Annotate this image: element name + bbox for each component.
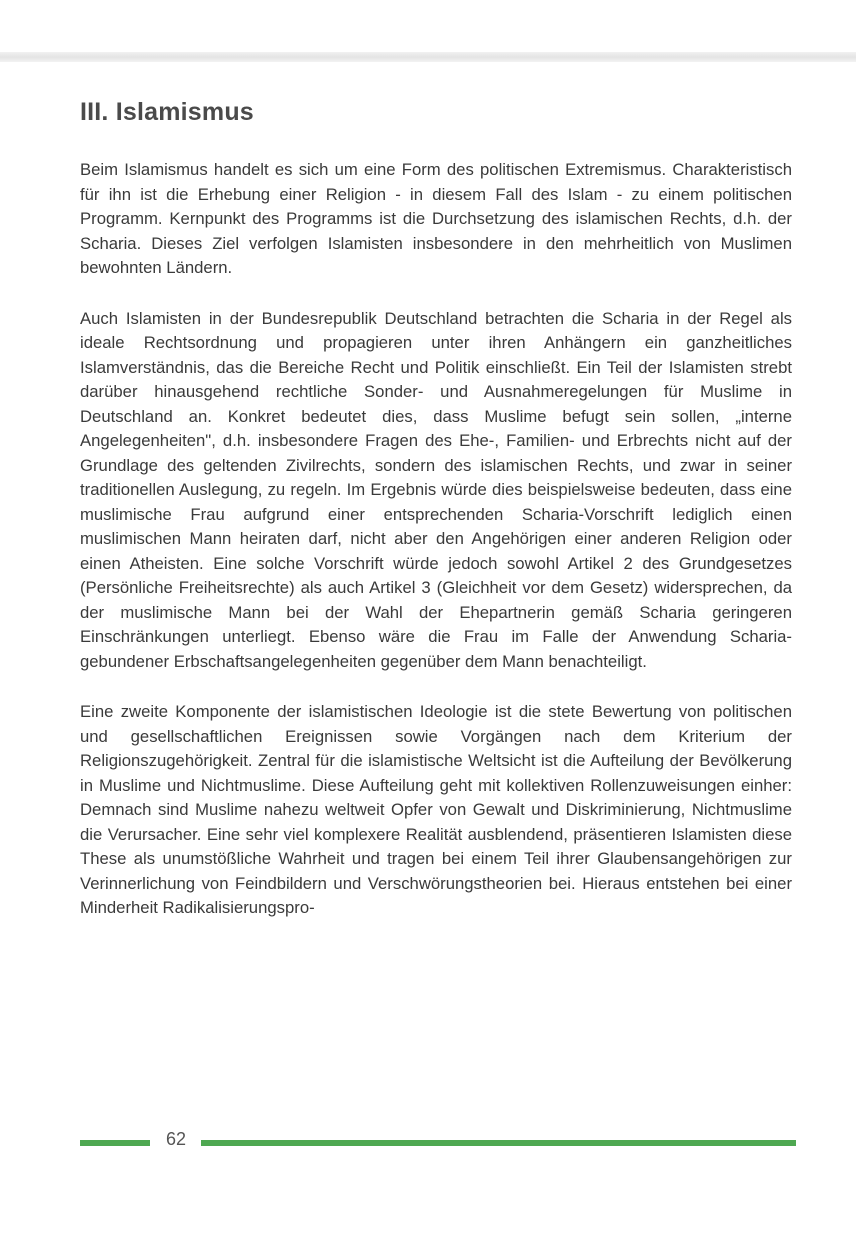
footer-accent-bar-right [201, 1140, 796, 1146]
footer-accent-bar-left [80, 1140, 150, 1146]
paragraph-ideology: Eine zweite Komponente der islamistischen Ideologie ist die stete Bewertung von politischen und gesellschaftlichen Ereignissen sowie Vorgängen nach dem Kriterium der Religionszugehörigkeit. Zentral für die islamistische Weltsicht ist die Aufteilung der Bevölkerung in Muslime und Nichtmuslime. Diese Aufteilung geht mit kollektiven Rollenzuweisungen einher: Demnach sind Muslime nahezu weltweit Opfer von Gewalt und Diskriminierung, Nichtmuslime die Verursacher. Eine sehr viel komplexere Realität ausblendend, präsentieren Islamisten diese These als unumstößliche Wahrheit und tragen bei einem Teil ihrer Glaubensangehörigen zur Verinnerlichung von Feindbildern und Verschwörungstheorien bei. Hieraus entstehen bei einer Minderheit Radikalisierungspro- [80, 702, 792, 917]
section-title: III. Islamismus [80, 98, 254, 126]
body-text [80, 158, 792, 947]
page-number: 62 [166, 1129, 187, 1149]
paragraph-scharia: Auch Islamisten in der Bundesrepublik Deutschland betrachten die Scharia in der Regel als ideale Rechtsordnung und propagieren unter ihren Anhängern ein ganzheitliches Islamverständnis, das die Bereiche Recht und Politik einschließt. Ein Teil der Islamisten strebt darüber hinausgehend rechtliche Sonder- und Ausnahmeregelungen für Muslime in Deutschland an. Konkret bedeutet dies, dass Muslime befugt sein sollen, „interne Angelegenheiten", d.h. insbesondere Fragen des Ehe-, Familien- und Erbrechts nicht auf der Grundlage des geltenden Zivilrechts, sondern des islamischen Rechts, und zwar in seiner traditionellen Auslegung, zu regeln. Im Ergebnis würde dies beispielsweise bedeuten, dass eine muslimische Frau aufgrund einer entsprechenden Scharia-Vorschrift lediglich einen muslimischen Mann heiraten darf, nicht aber den Angehörigen einer anderen Religion oder einen Atheisten. Eine solche Vorschrift würde jedoch sowohl Artikel 2 des Grundgesetzes (Persönliche Freiheitsrechte) als auch Artikel 3 (Gleichheit vor dem Gesetz) widersprechen, da der muslimische Mann bei der Wahl der Ehepartnerin gemäß Scharia geringeren Einschränkungen unterliegt. Ebenso wäre die Frau im Falle der Anwendung Scharia-gebundener Erbschaftsangelegenheiten gegenüber dem Mann benachteiligt. [80, 308, 792, 671]
top-header-rule [0, 52, 856, 62]
page-footer [80, 1127, 796, 1151]
paragraph-intro: Beim Islamismus handelt es sich um eine Form des politischen Extremismus. Charakteristisch für ihn ist die Erhebung einer Religion - in diesem Fall des Islam - zu einem politischen Programm. Kernpunkt des Programms ist die Durchsetzung des islamischen Rechts, d.h. der Scharia. Dieses Ziel verfolgen Islamisten insbesondere in den mehrheitlich von Muslimen bewohnten Ländern. [80, 160, 792, 277]
